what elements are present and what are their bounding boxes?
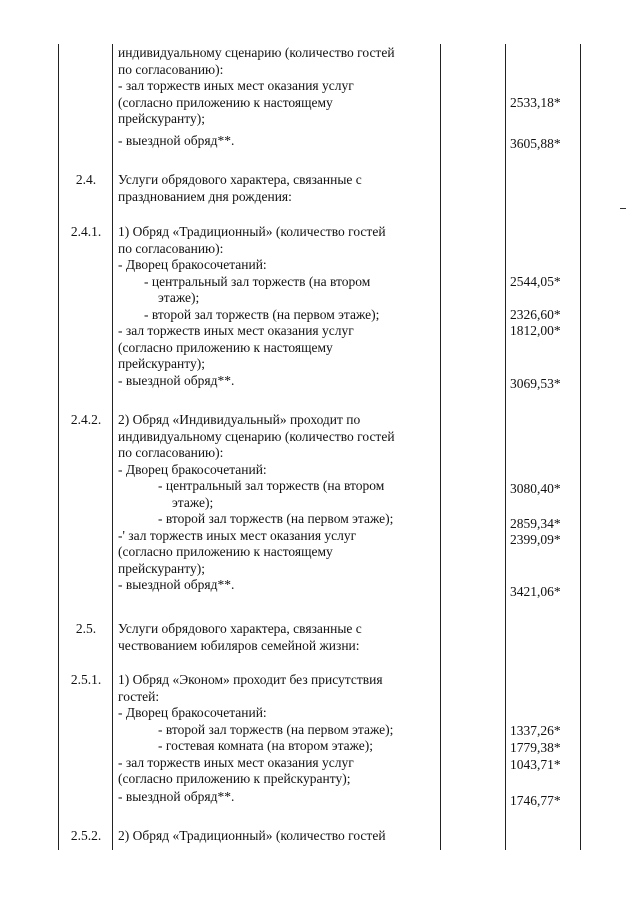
table-row-description bbox=[118, 672, 435, 805]
description-line: -' зал торжеств иных мест оказания услуг bbox=[118, 527, 357, 543]
description-line: этаже); bbox=[172, 494, 214, 510]
table-row-description bbox=[118, 224, 435, 389]
description-line: - выездной обряд**. bbox=[118, 132, 235, 148]
price-value: 3421,06* bbox=[510, 584, 561, 599]
table-row-number: 2.5. bbox=[75, 621, 97, 636]
price-value: 3069,53* bbox=[510, 376, 561, 391]
description-line: 2) Обряд «Индивидуальный» проходит по bbox=[118, 412, 361, 427]
price-value: 1779,38* bbox=[510, 740, 561, 755]
price-value: 3605,88* bbox=[510, 136, 561, 151]
price-value: 2859,34* bbox=[510, 516, 561, 531]
table-row-description bbox=[118, 828, 435, 845]
table-row-number: 2.4.2. bbox=[70, 412, 102, 427]
description-line: по согласованию): bbox=[118, 445, 224, 460]
description-line: 1) Обряд «Традиционный» (количество гостей bbox=[118, 224, 386, 239]
description-line: гостей: bbox=[118, 688, 160, 704]
description-line: по согласованию): bbox=[118, 61, 224, 77]
description-line: - центральный зал торжеств (на втором bbox=[144, 273, 371, 289]
price-value: 1746,77* bbox=[510, 793, 561, 808]
price-value: 2544,05* bbox=[510, 274, 561, 289]
description-line: индивидуальному сценарию (количество гостей bbox=[118, 45, 395, 60]
description-line: - зал торжеств иных мест оказания услуг bbox=[118, 754, 354, 770]
price-value: 3080,40* bbox=[510, 481, 561, 496]
description-line: прейскуранту); bbox=[118, 356, 205, 371]
table-row-description bbox=[118, 45, 435, 149]
description-line: - гостевая комната (на втором этаже); bbox=[158, 738, 374, 753]
margin-dash-mark bbox=[620, 208, 626, 209]
price-value: 1337,26* bbox=[510, 723, 561, 738]
description-line: (согласно приложению к настоящему bbox=[118, 544, 333, 559]
table-row-number: 2.5.1. bbox=[70, 672, 102, 687]
table-border-left bbox=[58, 44, 59, 850]
table-row-number: 2.5.2. bbox=[70, 828, 102, 843]
description-line: - Дворец бракосочетаний: bbox=[118, 461, 267, 477]
description-line: прейскуранту); bbox=[118, 111, 205, 126]
table-row-description bbox=[118, 621, 435, 654]
description-line: - центральный зал торжеств (на втором bbox=[158, 478, 385, 493]
description-line: 1) Обряд «Эконом» проходит без присутствия bbox=[118, 672, 383, 687]
description-line: по согласованию): bbox=[118, 240, 224, 256]
table-row-description bbox=[118, 412, 435, 594]
description-line: чествованием юбиляров семейной жизни: bbox=[118, 637, 360, 653]
price-value: 1812,00* bbox=[510, 323, 561, 338]
description-line: - второй зал торжеств (на первом этаже); bbox=[158, 511, 394, 526]
description-line: - Дворец бракосочетаний: bbox=[118, 705, 267, 720]
description-line: - второй зал торжеств (на первом этаже); bbox=[144, 306, 380, 322]
table-border-description-column bbox=[440, 44, 441, 850]
description-line: прейскуранту); bbox=[118, 560, 205, 576]
description-line: - Дворец бракосочетаний: bbox=[118, 257, 267, 272]
description-line: Услуги обрядового характера, связанные с bbox=[118, 621, 362, 636]
description-line: - выездной обряд**. bbox=[118, 577, 235, 592]
price-value: 2399,09* bbox=[510, 532, 561, 547]
description-line: - зал торжеств иных мест оказания услуг bbox=[118, 323, 354, 338]
description-line: - выездной обряд**. bbox=[118, 788, 235, 804]
description-line: (согласно приложению к настоящему bbox=[118, 339, 333, 355]
price-value: 2326,60* bbox=[510, 307, 561, 322]
description-line: празднованием дня рождения: bbox=[118, 188, 292, 204]
description-line: (согласно приложению к прейскуранту); bbox=[118, 771, 351, 786]
table-row-number: 2.4. bbox=[75, 172, 97, 187]
price-value: 2533,18* bbox=[510, 95, 561, 110]
description-line: - зал торжеств иных мест оказания услуг bbox=[118, 78, 354, 93]
description-line: этаже); bbox=[158, 290, 200, 305]
table-border-right bbox=[580, 44, 581, 850]
table-border-number-column bbox=[112, 44, 113, 850]
description-line: индивидуальному сценарию (количество гостей bbox=[118, 428, 395, 444]
table-row-number: 2.4.1. bbox=[70, 224, 102, 239]
table-row-description bbox=[118, 172, 435, 205]
description-line: (согласно приложению к настоящему bbox=[118, 94, 333, 110]
description-line: 2) Обряд «Традиционный» (количество гостей bbox=[118, 828, 386, 843]
price-value: 1043,71* bbox=[510, 757, 561, 772]
description-line: - выездной обряд**. bbox=[118, 372, 235, 388]
description-line: Услуги обрядового характера, связанные с bbox=[118, 172, 362, 187]
table-border-unit-column bbox=[505, 44, 506, 850]
description-line: - второй зал торжеств (на первом этаже); bbox=[158, 721, 394, 737]
